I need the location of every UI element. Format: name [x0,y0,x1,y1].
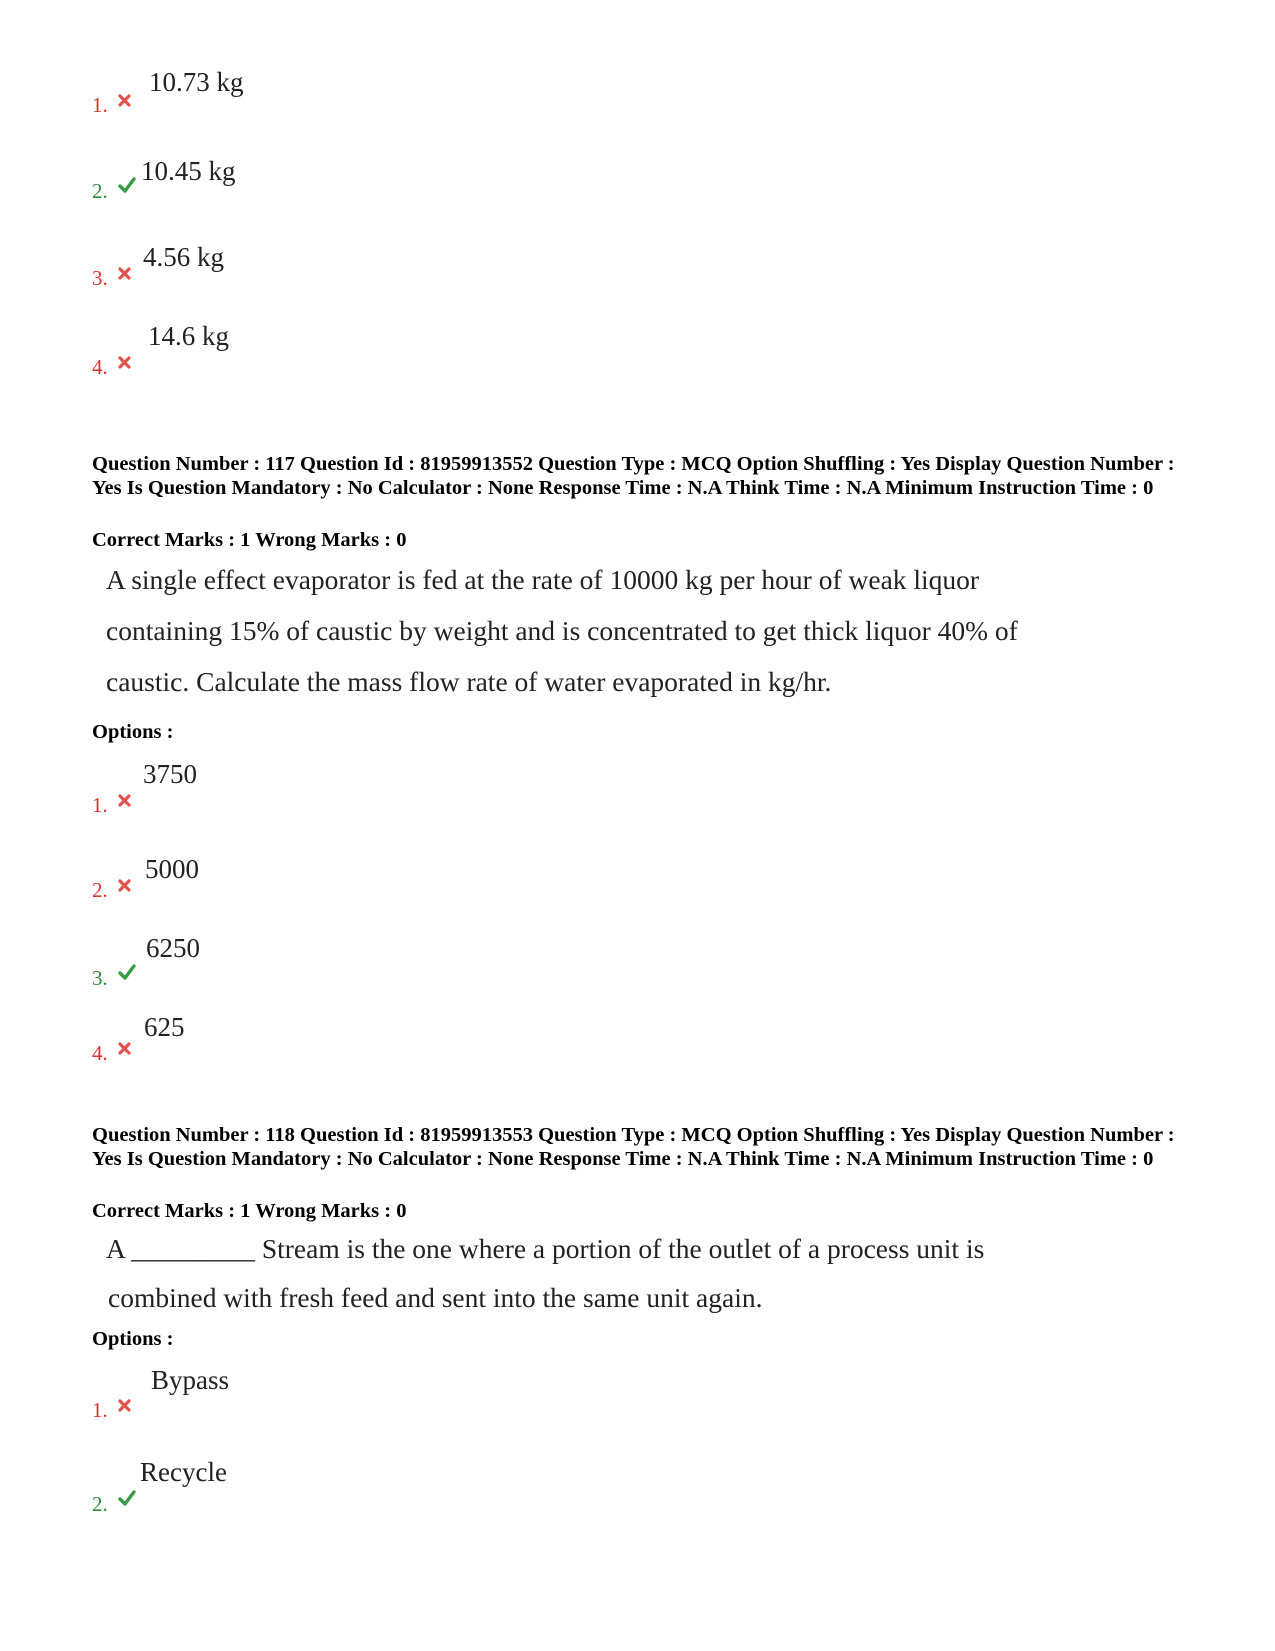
option-text: 5000 [145,854,199,884]
question-117-meta: Question Number : 117 Question Id : 81959913552 Question Type : MCQ Option Shuffling : Yes Display Question Number : Yes Is Question Mandatory : No Calculator : None Response Time : N.A Think Time : N.A Minimum Instruction Time : 0 [92,453,1175,499]
cross-icon [118,794,131,807]
option-text: Recycle [140,1457,227,1487]
option-text: 625 [144,1012,185,1042]
option-number: 3. [92,966,108,990]
options-label: Options : [92,1328,174,1350]
question-118-meta: Question Number : 118 Question Id : 81959913553 Question Type : MCQ Option Shuffling : Yes Display Question Number : Yes Is Question Mandatory : No Calculator : None Response Time : N.A Think Time : N.A Minimum Instruction Time : 0 [92,1124,1175,1170]
option-text: Bypass [151,1365,230,1395]
cross-icon [118,356,131,369]
option-text: 10.73 kg [149,67,244,97]
option-number: 3. [92,266,108,290]
question-118-stem [106,1224,984,1322]
stem-line: A _________ Stream is the one where a portion of the outlet of a process unit is [106,1233,985,1264]
question-117-marks: Correct Marks : 1 Wrong Marks : 0 [92,529,407,551]
cross-icon [118,1042,131,1055]
check-icon [118,177,136,193]
option-number: 2. [92,179,108,203]
stem-line: caustic. Calculate the mass flow rate of water evaporated in kg/hr. [106,666,832,697]
options-label: Options : [92,721,174,743]
stem-line: containing 15% of caustic by weight and is concentrated to get thick liquor 40% of [106,615,1018,646]
cross-icon [118,1399,131,1412]
option-text: 10.45 kg [141,156,236,186]
option-text: 14.6 kg [148,321,229,351]
stem-line: combined with fresh feed and sent into the same unit again. [108,1282,763,1313]
option-number: 4. [92,1041,108,1065]
option-text: 4.56 kg [143,242,224,272]
option-number: 1. [92,93,108,117]
option-text: 3750 [143,759,197,789]
option-number: 2. [92,878,108,902]
cross-icon [118,94,131,107]
question-118-marks: Correct Marks : 1 Wrong Marks : 0 [92,1200,407,1222]
option-number: 1. [92,793,108,817]
check-icon [118,964,136,980]
check-icon [118,1490,136,1506]
question-117-stem [106,554,1018,707]
option-number: 4. [92,355,108,379]
option-number: 1. [92,1398,108,1422]
option-text: 6250 [146,933,200,963]
stem-line: A single effect evaporator is fed at the rate of 10000 kg per hour of weak liquor [106,564,980,595]
option-number: 2. [92,1492,108,1516]
cross-icon [118,879,131,892]
cross-icon [118,267,131,280]
